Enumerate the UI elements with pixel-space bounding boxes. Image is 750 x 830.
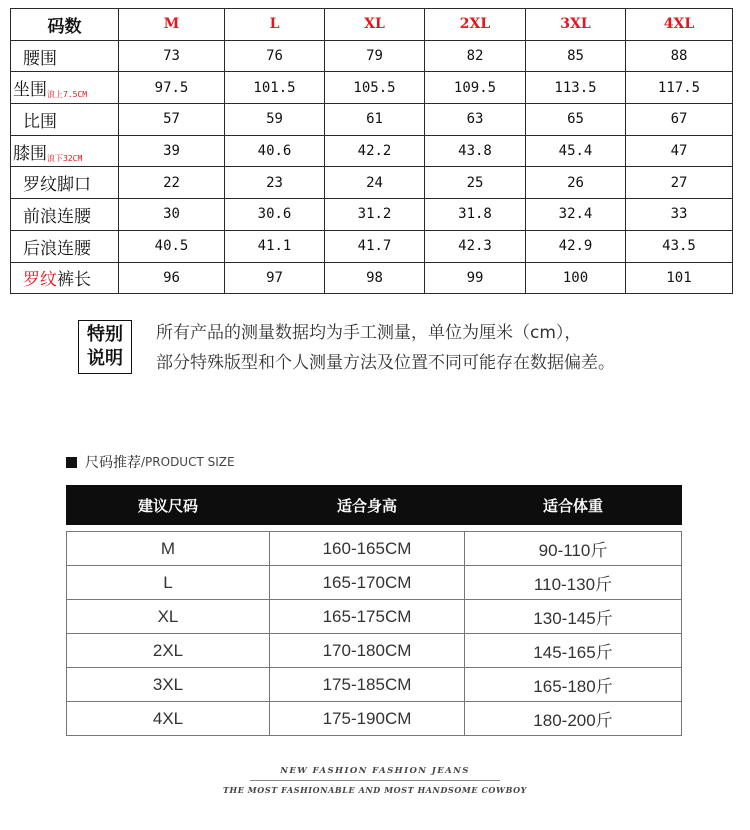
- measurement-row: [11, 262, 733, 294]
- measurement-note: 浪下32CM: [47, 153, 83, 163]
- measurement-value: 79: [325, 40, 425, 72]
- measurement-value: 100: [526, 262, 626, 294]
- product-size-title: [66, 452, 235, 472]
- footer-line-2: THE MOST FASHIONABLE AND MOST HANDSOME COWBOY: [223, 785, 527, 795]
- measurement-label: [11, 104, 119, 136]
- measurement-header-row: [11, 9, 733, 41]
- measurement-row: [11, 199, 733, 231]
- size-table-cell: 3XL: [67, 668, 270, 702]
- measurement-value: 39: [119, 135, 225, 167]
- measurement-value: 99: [425, 262, 526, 294]
- size-recommendation-table: [66, 485, 682, 736]
- size-table-row: [67, 668, 682, 702]
- size-header-m: M: [119, 9, 225, 41]
- measurement-value: 40.6: [225, 135, 325, 167]
- measurement-label-text: 前浪连腰: [23, 206, 91, 227]
- badge-line-2: 说明: [87, 348, 123, 369]
- note-line-1: 所有产品的测量数据均为手工测量，单位为厘米（cm），: [156, 323, 582, 343]
- measurement-value: 47: [626, 135, 733, 167]
- measurement-label-text: 罗纹脚口: [23, 175, 91, 196]
- measurement-value: 82: [425, 40, 526, 72]
- size-header-xl: XL: [325, 9, 425, 41]
- measurement-label-text: 比围: [23, 111, 57, 132]
- measurement-value: 33: [626, 199, 733, 231]
- measurement-row: [11, 72, 733, 104]
- size-table-cell: 165-170CM: [270, 566, 465, 600]
- size-table-header: 建议尺码: [67, 486, 270, 525]
- size-table-cell: 165-180斤: [465, 668, 682, 702]
- size-table-row: [67, 600, 682, 634]
- size-table-cell: 110-130斤: [465, 566, 682, 600]
- measurement-value: 76: [225, 40, 325, 72]
- size-table-cell: XL: [67, 600, 270, 634]
- measurement-value: 117.5: [626, 72, 733, 104]
- note-line-2: 部分特殊版型和个人测量方法及位置不同可能存在数据偏差。: [156, 353, 615, 373]
- size-table-cell: 2XL: [67, 634, 270, 668]
- measurement-value: 43.5: [626, 230, 733, 262]
- header-gap: [67, 525, 682, 532]
- measurement-value: 96: [119, 262, 225, 294]
- size-table-cell: 170-180CM: [270, 634, 465, 668]
- measurement-value: 31.8: [425, 199, 526, 231]
- measurement-label-text: 腰围: [23, 48, 57, 69]
- measurement-value: 40.5: [119, 230, 225, 262]
- measurement-value: 25: [425, 167, 526, 199]
- size-header-2xl: 2XL: [425, 9, 526, 41]
- measurement-row: [11, 40, 733, 72]
- size-table-cell: M: [67, 532, 270, 566]
- measurement-value: 88: [626, 40, 733, 72]
- special-note-badge: [78, 320, 132, 374]
- size-table-cell: 145-165斤: [465, 634, 682, 668]
- size-table-cell: L: [67, 566, 270, 600]
- measurement-label: [11, 167, 119, 199]
- size-table-row: [67, 634, 682, 668]
- size-table-row: [67, 702, 682, 736]
- measurement-value: 101.5: [225, 72, 325, 104]
- measurement-label: [11, 262, 119, 294]
- footer-slogan: [0, 766, 750, 795]
- square-bullet-icon: [66, 457, 77, 468]
- measurement-note: 浪上7.5CM: [47, 90, 88, 100]
- measurement-label: [11, 72, 119, 104]
- measurement-label: [11, 230, 119, 262]
- size-corner-label: 码数: [11, 9, 119, 41]
- measurement-value: 67: [626, 104, 733, 136]
- measurement-table: [10, 8, 733, 294]
- measurement-row: [11, 167, 733, 199]
- measurement-label-text: 裤长: [57, 270, 91, 291]
- measurement-value: 98: [325, 262, 425, 294]
- measurement-value: 101: [626, 262, 733, 294]
- measurement-label-text: 后浪连腰: [23, 238, 91, 259]
- size-table-cell: 165-175CM: [270, 600, 465, 634]
- measurement-value: 85: [526, 40, 626, 72]
- measurement-value: 105.5: [325, 72, 425, 104]
- size-table-cell: 90-110斤: [465, 532, 682, 566]
- measurement-value: 97: [225, 262, 325, 294]
- measurement-value: 45.4: [526, 135, 626, 167]
- measurement-value: 23: [225, 167, 325, 199]
- product-size-title-cn: 尺码推荐: [85, 455, 141, 471]
- measurement-label-red: 罗纹: [23, 270, 57, 291]
- measurement-value: 26: [526, 167, 626, 199]
- measurement-value: 42.9: [526, 230, 626, 262]
- measurement-value: 61: [325, 104, 425, 136]
- size-header-3xl: 3XL: [526, 9, 626, 41]
- measurement-value: 42.3: [425, 230, 526, 262]
- size-header-l: L: [225, 9, 325, 41]
- measurement-label: [11, 135, 119, 167]
- measurement-value: 73: [119, 40, 225, 72]
- size-table-row: [67, 566, 682, 600]
- measurement-row: [11, 135, 733, 167]
- measurement-label: [11, 40, 119, 72]
- footer-divider: [250, 780, 500, 781]
- measurement-value: 32.4: [526, 199, 626, 231]
- measurement-value: 22: [119, 167, 225, 199]
- measurement-value: 41.1: [225, 230, 325, 262]
- measurement-value: 30.6: [225, 199, 325, 231]
- measurement-value: 109.5: [425, 72, 526, 104]
- size-table-row: [67, 532, 682, 566]
- measurement-value: 30: [119, 199, 225, 231]
- measurement-value: 27: [626, 167, 733, 199]
- measurement-label: [11, 199, 119, 231]
- measurement-label-text: 膝围: [13, 143, 47, 164]
- size-table-cell: 160-165CM: [270, 532, 465, 566]
- measurement-row: [11, 230, 733, 262]
- measurement-value: 41.7: [325, 230, 425, 262]
- measurement-value: 113.5: [526, 72, 626, 104]
- size-table-cell: 175-185CM: [270, 668, 465, 702]
- measurement-value: 59: [225, 104, 325, 136]
- badge-line-1: 特别: [87, 324, 123, 345]
- measurement-value: 97.5: [119, 72, 225, 104]
- measurement-value: 43.8: [425, 135, 526, 167]
- measurement-value: 63: [425, 104, 526, 136]
- size-table-cell: 180-200斤: [465, 702, 682, 736]
- size-table-cell: 175-190CM: [270, 702, 465, 736]
- measurement-value: 65: [526, 104, 626, 136]
- measurement-row: [11, 104, 733, 136]
- size-table-cell: 130-145斤: [465, 600, 682, 634]
- measurement-label-text: 坐围: [13, 80, 47, 101]
- size-table-header: 适合身高: [270, 486, 465, 525]
- size-table-header: 适合体重: [465, 486, 682, 525]
- gap-cell: [67, 525, 682, 532]
- size-table-cell: 4XL: [67, 702, 270, 736]
- measurement-value: 42.2: [325, 135, 425, 167]
- special-note-text: [156, 318, 736, 378]
- measurement-value: 24: [325, 167, 425, 199]
- size-header-4xl: 4XL: [626, 9, 733, 41]
- measurement-value: 31.2: [325, 199, 425, 231]
- footer-line-1: NEW FASHION FASHION JEANS: [280, 766, 470, 776]
- product-size-title-en: /PRODUCT SIZE: [141, 455, 235, 469]
- measurement-value: 57: [119, 104, 225, 136]
